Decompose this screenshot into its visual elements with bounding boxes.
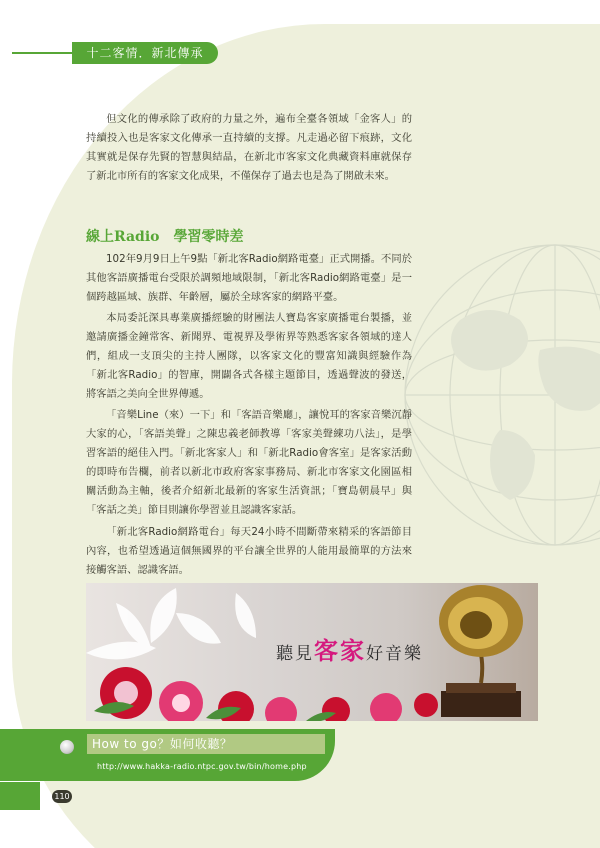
radio-url-link[interactable]: http://www.hakka-radio.ntpc.gov.tw/bin/home.php xyxy=(97,762,307,771)
intro-text: 但文化的傳承除了政府的力量之外，遍布全臺各領域「金客人」的持續投入也是客家文化傳承一直持續的支撐。凡走過必留下痕跡，文化其實就是保存先賢的智慧與結晶，在新北市客家文化典藏資料庫就保存了新北市所有的客家文化成果，不僅保存了過去也是為了開啟未來。 xyxy=(86,113,412,182)
paragraph-text: 本局委託深具專業廣播經驗的財團法人寶島客家廣播電台製播，並邀請廣播金鐘常客、新聞界、電視界及學術界等熟悉客家各領域的達人們，組成一支頂尖的主持人團隊，以客家文化的豐富知識與經驗作為「新北客Radio」的智庫，開闢各式各樣主題節目，透過聲波的發送，將客語之美向全世界傳遞。 xyxy=(86,312,412,400)
paragraph-text: 102年9月9日上午9點「新北客Radio網路電臺」正式開播。不同於其他客語廣播電台受限於調頻地域限制，「新北客Radio網路電臺」是一個跨越區域、族群、年齡層，屬於全球客家的網路平臺。 xyxy=(86,253,412,303)
bullet-icon xyxy=(60,740,74,754)
how-to-listen-label: How to go？如何收聽？ xyxy=(87,734,325,754)
banner-highlight: 客家 xyxy=(314,636,366,665)
section-paragraph-3 xyxy=(86,406,412,520)
radio-banner-image xyxy=(86,583,538,721)
banner-slogan: 聽見客家好音樂 xyxy=(276,636,423,665)
section-paragraph-1 xyxy=(86,250,412,307)
chapter-header-tab: 十二客情．新北傳承 xyxy=(72,42,218,64)
globe-watermark xyxy=(390,230,600,560)
page-number: 110 xyxy=(52,790,72,803)
footer-strip xyxy=(0,782,40,810)
section-paragraph-2 xyxy=(86,309,412,404)
section-paragraph-4 xyxy=(86,523,412,580)
section-title: 線上Radio 學習零時差 xyxy=(86,229,244,245)
paragraph-text: 「音樂Line（來）一下」和「客語音樂廳」，讓悅耳的客家音樂沉靜大家的心，「客語美聲」之陳忠義老師教導「客家美聲練功八法」，是學習客語的絕佳入門。「新北客家人」和「新北Radio會客室」是客家活動的即時布告欄，前者以新北市政府客家事務局、新北市客家文化園區相關活動為主軸，後者介紹新北最新的客家生活資訊；「寶島朝晨早」與「客話之美」節目則讓你學習並且認識客家話。 xyxy=(86,409,412,516)
intro-paragraph xyxy=(86,110,412,186)
paragraph-text: 「新北客Radio網路電台」每天24小時不間斷帶來精采的客語節目內容，也希望透過這個無國界的平台讓全世界的人能用最簡單的方法來接觸客語、認識客語。 xyxy=(86,526,412,576)
